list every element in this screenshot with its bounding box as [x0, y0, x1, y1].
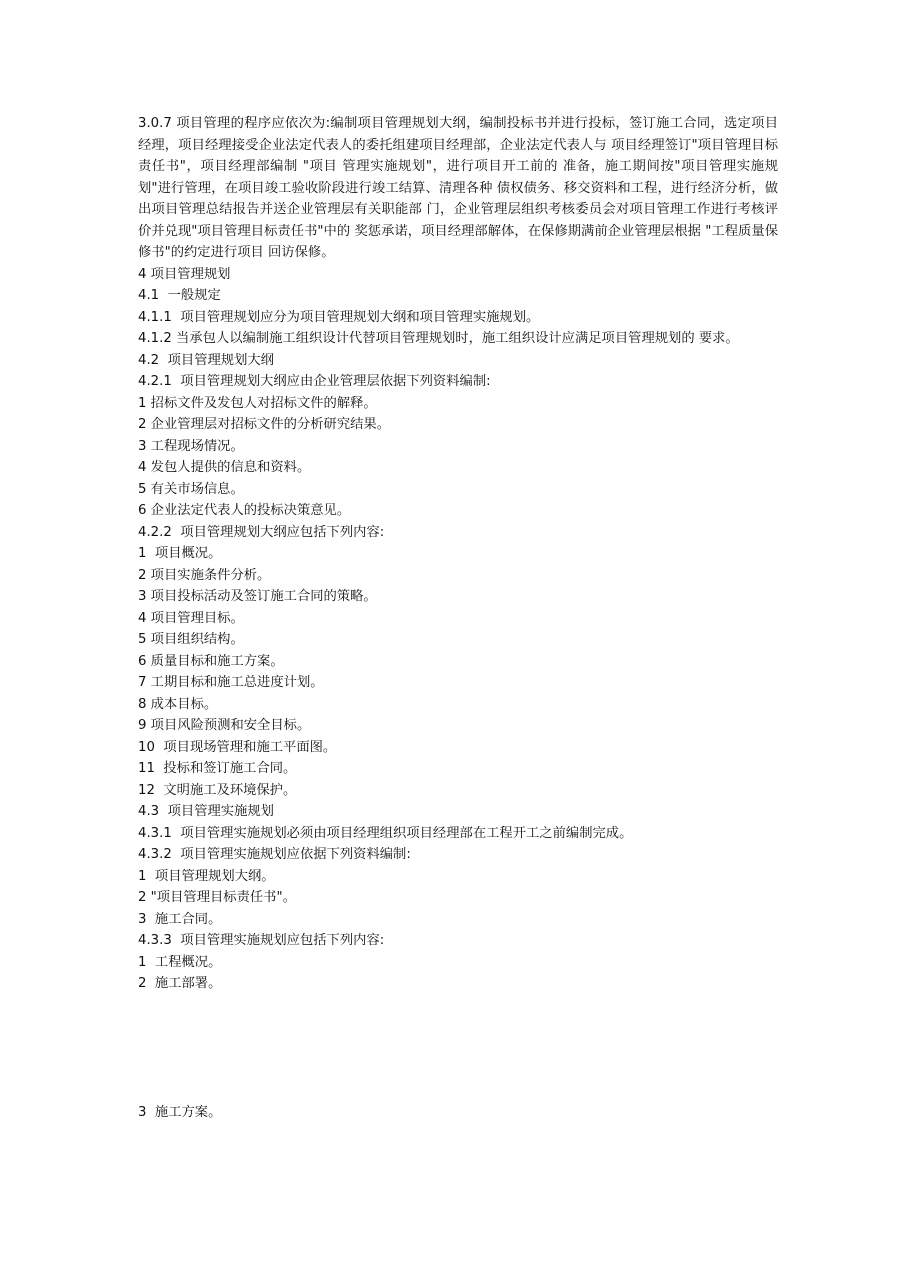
document-page	[138, 113, 778, 1123]
list-item: 4 发包人提供的信息和资料。	[138, 460, 311, 475]
list-item: 6 质量目标和施工方案。	[138, 653, 284, 669]
list-item: 1 工程概况。	[138, 954, 222, 970]
list-item: 3 施工方案。	[138, 1104, 222, 1120]
list-item: 3 项目投标活动及签订施工合同的策略。	[138, 589, 377, 604]
list-item: 2 施工部署。	[138, 976, 222, 991]
section-heading-4-1: 4.1 一般规定	[138, 288, 221, 303]
clause-4-1-2: 4.1.2 当承包人以编制施工组织设计代替项目管理规划时，施工组织设计应满足项目管理规划的 要求。	[138, 331, 739, 346]
list-item: 2 企业管理层对招标文件的分析研究结果。	[138, 417, 391, 432]
clause-4-2-1: 4.2.1 项目管理规划大纲应由企业管理层依据下列资料编制:	[138, 374, 491, 389]
list-item: 4 项目管理目标。	[138, 610, 244, 626]
list-item: 7 工期目标和施工总进度计划。	[138, 675, 324, 690]
clause-4-3-1: 4.3.1 项目管理实施规划必须由项目经理组织项目经理部在工程开工之前编制完成。	[138, 825, 633, 841]
list-item: 5 项目组织结构。	[138, 632, 244, 647]
clause-4-1-1: 4.1.1 项目管理规划应分为项目管理规划大纲和项目管理实施规划。	[138, 309, 540, 325]
clause-4-3-3: 4.3.3 项目管理实施规划应包括下列内容:	[138, 933, 385, 948]
list-item: 5 有关市场信息。	[138, 481, 244, 497]
list-item: 2 "项目管理目标责任书"。	[138, 890, 296, 905]
list-item: 2 项目实施条件分析。	[138, 567, 271, 583]
list-item: 1 项目管理规划大纲。	[138, 868, 275, 884]
list-item: 11 投标和签订施工合同。	[138, 761, 297, 776]
page-break-gap	[138, 995, 778, 1102]
intro-paragraph: 3.0.7 项目管理的程序应依次为:编制项目管理规划大纲，编制投标书并进行投标，签订施工合同，选定项目经理，项目经理接受企业法定代表人的委托组建项目经理部，企业法定代表人与 项目经理签订"项目管理目标责任书"，项目经理部编制 "项目 管理实施规划"，进行项目开工前的 准备，施工期间按"项目管理实施规划"进行管理，在项目竣工验收阶段进行竣工结算、清理各种 债权债务、移交资料和工程，进行经济分析，做出项目管理总结报告并送企业管理层有关职能部 门，企业管理层组织考核委员会对项目管理工作进行考核评价并兑现"项目管理目标责任书"中的 奖惩承诺，项目经理部解体，在保修期满前企业管理层根据 "工程质量保修书"的约定进行项目 回访保修。	[138, 116, 778, 260]
list-item: 6 企业法定代表人的投标决策意见。	[138, 503, 351, 518]
clause-4-3-2: 4.3.2 项目管理实施规划应依据下列资料编制:	[138, 847, 411, 862]
list-item: 3 工程现场情况。	[138, 438, 244, 454]
list-item: 1 招标文件及发包人对招标文件的解释。	[138, 395, 377, 411]
section-heading-4-2: 4.2 项目管理规划大纲	[138, 352, 274, 368]
list-item: 10 项目现场管理和施工平面图。	[138, 739, 337, 755]
list-item: 12 文明施工及环境保护。	[138, 782, 297, 798]
section-heading-4: 4 项目管理规划	[138, 266, 231, 282]
list-item: 9 项目风险预测和安全目标。	[138, 718, 311, 733]
list-item: 3 施工合同。	[138, 911, 222, 927]
list-item: 1 项目概况。	[138, 546, 222, 561]
section-heading-4-3: 4.3 项目管理实施规划	[138, 804, 274, 819]
clause-4-2-2: 4.2.2 项目管理规划大纲应包括下列内容:	[138, 524, 385, 540]
list-item: 8 成本目标。	[138, 696, 218, 712]
